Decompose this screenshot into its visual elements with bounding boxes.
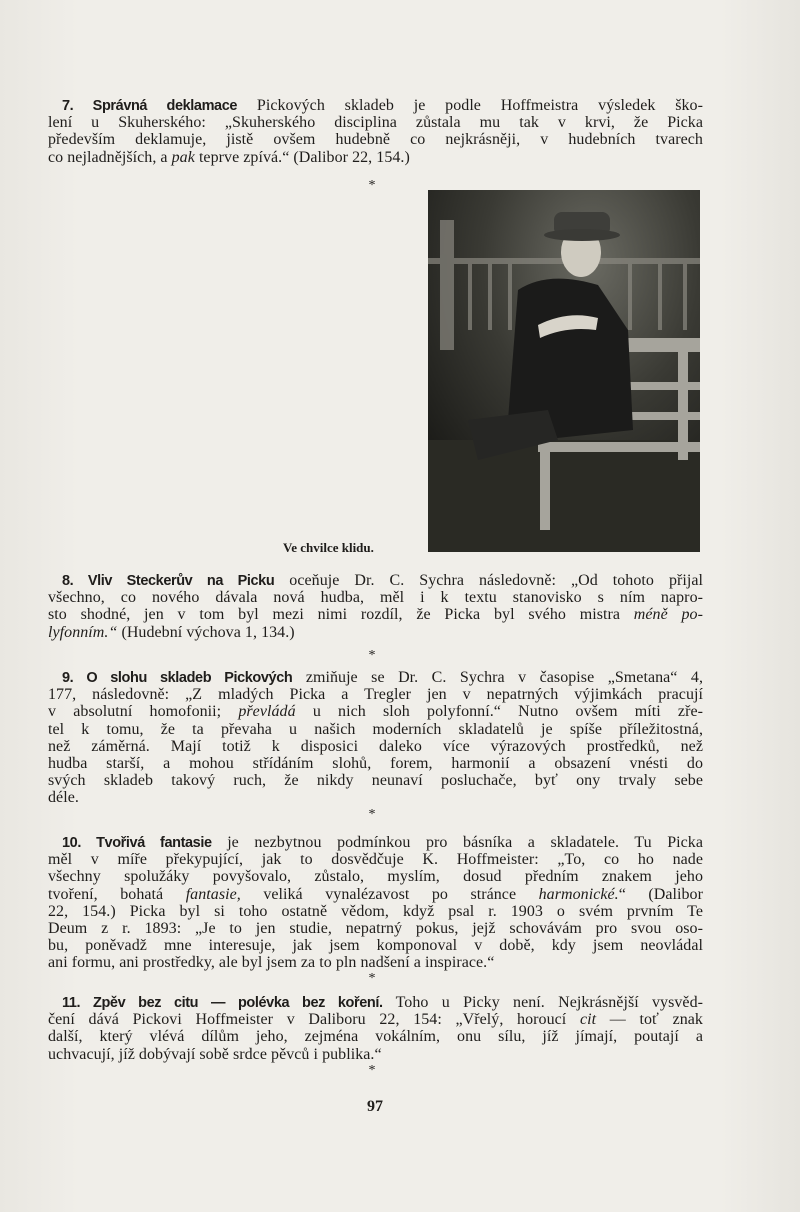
text-line bbox=[48, 703, 703, 720]
text-line bbox=[48, 721, 703, 738]
body-text: 177, následovně: „Z mladých Picka a Tregler jen v nepatrných výjimkách pracují bbox=[48, 686, 703, 704]
photograph bbox=[428, 190, 700, 552]
text-line bbox=[48, 886, 703, 903]
body-text: všechny spolužáky povyšovalo, zůstalo, myslím, dosud předním znakem jeho bbox=[48, 868, 703, 886]
text-line bbox=[48, 903, 703, 920]
section-heading: 11. Zpěv bez citu — polévka bez koření. bbox=[62, 995, 383, 1011]
photo-man-on-bench-image bbox=[428, 190, 700, 552]
body-text: “ (Dalibor bbox=[618, 885, 703, 903]
text-line bbox=[48, 686, 703, 703]
body-text: svých skladeb takový ruch, že nikdy neunaví posluchače, byť ony trvaly sebe bbox=[48, 772, 703, 790]
text-line bbox=[48, 97, 703, 114]
body-text: — toť znak bbox=[596, 1011, 703, 1029]
body-text: (Hudební výchova 1, 134.) bbox=[117, 623, 295, 641]
page-number: 97 bbox=[367, 1098, 383, 1115]
body-text: měl v míře překypující, jak to dosvědčuje K. Hoffmeister: „To, co ho nade bbox=[48, 851, 703, 869]
emphasis-text: harmonické. bbox=[538, 885, 619, 903]
body-text: teprve zpívá.“ (Dalibor 22, 154.) bbox=[194, 148, 410, 166]
body-text: sto shodné, jen v tom byl mezi nimi rozdíl, že Picka byl svého mistra bbox=[48, 606, 634, 624]
text-line bbox=[48, 624, 703, 641]
separator-asterisk: * bbox=[368, 807, 376, 822]
section-heading: 7. Správná deklamace bbox=[62, 98, 238, 114]
body-text: než záměrná. Mají totiž k disposici daleko více výrazových prostředků, než bbox=[48, 737, 703, 755]
body-text: co nejladnějších, a bbox=[48, 148, 172, 166]
separator-asterisk: * bbox=[368, 1063, 376, 1078]
text-line bbox=[48, 868, 703, 885]
paragraph-10 bbox=[48, 834, 703, 972]
body-text: všechno, co nového dávala nová hudba, měl i k textu stanovisko s ním napro- bbox=[48, 589, 703, 607]
emphasis-text: méně po- bbox=[633, 606, 703, 624]
body-text: zmiňuje se Dr. C. Sychra v časopise „Smetana“ 4, bbox=[292, 669, 704, 686]
text-line bbox=[48, 851, 703, 868]
text-line bbox=[48, 789, 703, 806]
text-line bbox=[48, 1046, 703, 1063]
body-text: Toho u Picky není. Nejkrásnější vysvěd- bbox=[382, 994, 704, 1011]
body-text: veliká vynalézavost po stránce bbox=[240, 885, 539, 903]
body-text: další, který vlévá dílům jeho, zejména vokálním, onu sílu, jíž jímají, poutají a bbox=[48, 1028, 703, 1046]
text-line bbox=[48, 114, 703, 131]
section-heading: 9. O slohu skladeb Pickových bbox=[62, 670, 293, 686]
emphasis-text: převládá bbox=[238, 703, 296, 721]
text-line bbox=[48, 669, 703, 686]
body-text: déle. bbox=[48, 789, 79, 807]
text-line bbox=[48, 772, 703, 789]
paragraph-11 bbox=[48, 994, 703, 1063]
body-text: především deklamuje, jistě ovšem hudebně co nejkrásněji, v hudebních tvarech bbox=[48, 131, 703, 149]
paragraph-9 bbox=[48, 669, 703, 807]
emphasis-text: pak bbox=[171, 148, 195, 166]
section-heading: 8. Vliv Steckerův na Picku bbox=[62, 573, 275, 589]
text-line bbox=[48, 994, 703, 1011]
emphasis-text: cit bbox=[579, 1011, 597, 1029]
emphasis-text: lyfonním.“ bbox=[48, 623, 118, 641]
text-line bbox=[48, 1028, 703, 1045]
paragraph-7 bbox=[48, 97, 703, 166]
text-line bbox=[48, 920, 703, 937]
text-line bbox=[48, 606, 703, 623]
body-text: Deum z r. 1893: „Je to jen studie, nepatrný pokus, jejž schovávám pro svou oso- bbox=[48, 919, 703, 937]
body-text: u nich sloh polyfonní.“ Nutno ovšem míti zře- bbox=[295, 703, 703, 721]
body-text: uchvacují, jíž dobývají sobě srdce pěvců i publika.“ bbox=[48, 1045, 382, 1063]
body-text: 22, 154.) Picka byl si toho ostatně vědom, když psal r. 1903 o svém prvním Te bbox=[48, 902, 703, 920]
body-text: tvoření, bohatá bbox=[48, 885, 186, 903]
text-line bbox=[48, 834, 703, 851]
paragraph-8 bbox=[48, 572, 703, 641]
body-text: bu, poněvadž mne interesuje, jak jsem komponoval v době, kdy jsem neovládal bbox=[48, 937, 703, 955]
text-line bbox=[48, 755, 703, 772]
text-line bbox=[48, 1011, 703, 1028]
text-line bbox=[48, 131, 703, 148]
section-heading: 10. Tvořivá fantasie bbox=[62, 835, 212, 851]
text-line bbox=[48, 954, 703, 971]
body-text: hudba starší, a mohou střídáním slohů, forem, harmonií a obsazení vnésti do bbox=[48, 754, 703, 772]
text-line bbox=[48, 149, 703, 166]
text-line bbox=[48, 572, 703, 589]
text-line bbox=[48, 937, 703, 954]
body-text: čení dává Pickovi Hoffmeister v Daliboru 22, 154: „Vřelý, horoucí bbox=[48, 1011, 580, 1029]
separator-asterisk: * bbox=[368, 971, 376, 986]
separator-asterisk: * bbox=[368, 648, 376, 663]
body-text: lení u Skuherského: „Skuherského disciplina zůstala mu tak v krvi, že Picka bbox=[48, 114, 703, 132]
text-line bbox=[48, 589, 703, 606]
body-text: tel k tomu, že ta převaha u našich moderních skladatelů je spíše příležitostná, bbox=[48, 720, 703, 738]
text-line bbox=[48, 738, 703, 755]
body-text: Pickových skladeb je podle Hoffmeistra výsledek ško- bbox=[237, 97, 703, 114]
body-text: ani formu, ani prostředky, ale byl jsem za to pln nadšení a inspirace.“ bbox=[48, 954, 495, 972]
photo-caption: Ve chvilce klidu. bbox=[283, 540, 374, 555]
body-text: je nezbytnou podmínkou pro básníka a skladatele. Tu Picka bbox=[211, 834, 703, 851]
emphasis-text: fantasie, bbox=[185, 885, 241, 903]
body-text: v absolutní homofonii; bbox=[48, 703, 239, 721]
separator-asterisk: * bbox=[368, 178, 376, 193]
body-text: oceňuje Dr. C. Sychra následovně: „Od tohoto přijal bbox=[274, 572, 704, 589]
